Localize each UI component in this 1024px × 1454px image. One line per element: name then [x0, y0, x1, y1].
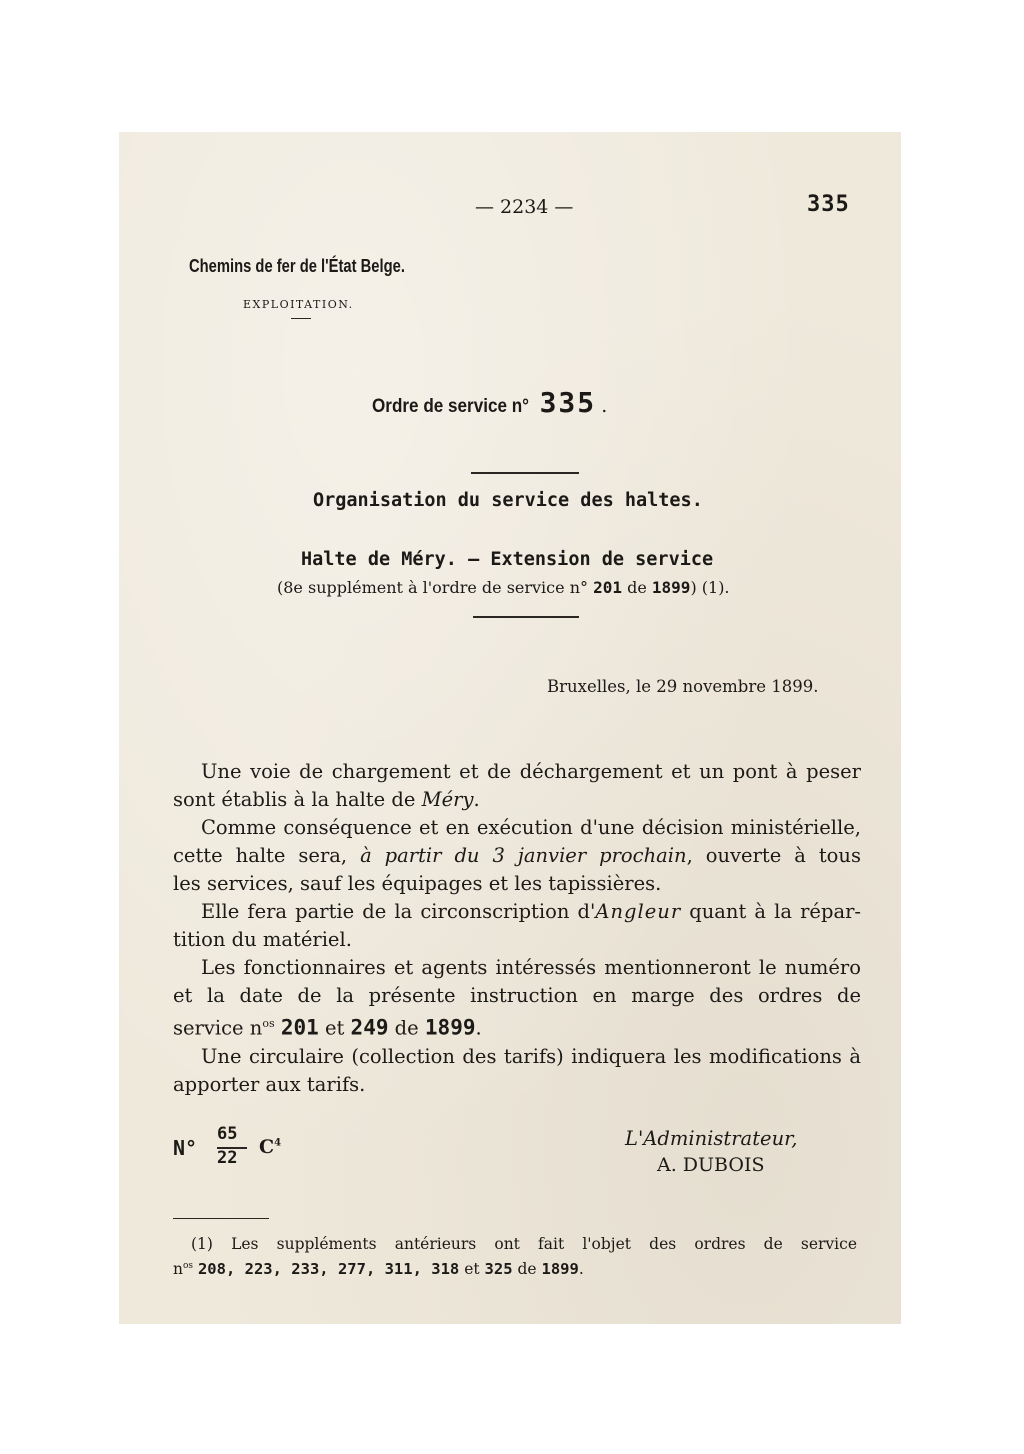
body-line: [173, 870, 861, 898]
department-underline: [291, 318, 311, 319]
footnote-end: .: [578, 1260, 584, 1279]
order-number-corner: 335: [807, 192, 850, 217]
reference-suffix: [259, 1136, 281, 1158]
p4-line3-text: service n: [173, 1016, 263, 1040]
order-ref-201: 201: [280, 1015, 319, 1040]
footnote: [173, 1233, 857, 1280]
p5-line1: Une circulaire (collection des tarifs) indiquera les modifications à: [201, 1044, 861, 1068]
department-label: EXPLOITATION.: [243, 298, 354, 311]
body-line: [173, 982, 861, 1010]
order-ref-year: 1899: [424, 1015, 476, 1040]
reference-suffix-letter: C: [259, 1136, 275, 1158]
order-trailing-dot: .: [601, 395, 608, 417]
footnote-line: [173, 1255, 857, 1280]
supplement-note: [277, 578, 730, 597]
opening-date: à partir du 3 janvier prochain: [360, 844, 687, 867]
reference-denominator: 22: [217, 1148, 238, 1168]
body-line: [173, 1010, 861, 1043]
body-line: [173, 954, 861, 982]
title-rule-top: [471, 472, 579, 474]
order-ref-249: 249: [350, 1015, 389, 1040]
p4-line2: et la date de la présente instruction en marge des ordres de: [173, 984, 861, 1007]
p4-line3-end: .: [475, 1016, 482, 1040]
subject-subtitle: [301, 549, 713, 570]
p3-line1-text: Elle fera partie de la circonscription d': [201, 900, 596, 923]
footnote-year: 1899: [541, 1260, 579, 1279]
footnote-rule: [173, 1218, 269, 1219]
document-page: [119, 132, 901, 1324]
supplement-de: de: [627, 578, 647, 597]
reference-suffix-sup: 4: [274, 1137, 282, 1149]
p4-superscript: os: [262, 1017, 275, 1030]
p4-line1: Les fonctionnaires et agents intéressés mentionneront le numéro: [201, 956, 861, 979]
signature-role: L'Administrateur,: [625, 1127, 798, 1150]
p1-line1: Une voie de chargement et de déchargement et un pont à peser: [201, 760, 861, 783]
subject-title: Organisation du service des haltes.: [313, 490, 703, 511]
footnote-order-numbers: 208, 223, 233, 277, 311, 318: [197, 1260, 460, 1279]
p3-line1-end: quant à la répar-: [681, 900, 861, 923]
page-number: — 2234 —: [475, 196, 574, 218]
footnote-n: n: [173, 1260, 183, 1279]
place-angleur: Angleur: [595, 900, 682, 923]
dateline: Bruxelles, le 29 novembre 1899.: [547, 677, 819, 696]
p5-line2: apporter aux tarifs.: [173, 1072, 366, 1096]
reference-prefix: N°: [173, 1136, 198, 1160]
footnote-order-last: 325: [484, 1260, 513, 1279]
p2-line2-end: , ouverte à tous: [686, 844, 861, 867]
title-rule-bottom: [473, 616, 579, 618]
footnote-line1: (1) Les suppléments antérieurs ont fait l'objet des ordres de service: [191, 1235, 857, 1253]
footnote-line: [173, 1233, 857, 1255]
supplement-year: 1899: [651, 578, 691, 597]
order-number: 335: [539, 386, 597, 419]
body-line: [173, 786, 861, 814]
supplement-post: ) (1).: [690, 578, 730, 597]
body-line: [173, 898, 861, 926]
body-line: [173, 926, 861, 954]
footnote-et: et: [459, 1260, 485, 1279]
signature-name: A. DUBOIS: [657, 1154, 765, 1176]
p3-line2: tition du matériel.: [173, 928, 352, 951]
order-heading: [372, 386, 607, 419]
issuer-name: Chemins de fer de l'État Belge.: [189, 256, 405, 276]
body-text: [173, 758, 861, 1099]
supplement-pre: (8e supplément à l'ordre de service n°: [277, 578, 588, 597]
subtitle-dash: —: [456, 549, 491, 570]
order-label: Ordre de service n°: [372, 396, 530, 417]
footnote-de: de: [512, 1260, 542, 1279]
supplement-order-number: 201: [593, 578, 622, 597]
p1-line2-end: .: [473, 788, 480, 811]
body-line: [173, 758, 861, 786]
p2-line2-text: cette halte sera,: [173, 844, 361, 867]
body-line: [173, 842, 861, 870]
halt-name: Halte de Méry.: [301, 549, 457, 570]
footnote-superscript: os: [182, 1261, 194, 1271]
p4-de: de: [388, 1016, 425, 1040]
subtitle-extension: Extension de service: [490, 549, 714, 570]
place-mery: Méry: [421, 788, 474, 811]
p1-line2-text: sont établis à la halte de: [173, 788, 422, 811]
body-line: [173, 814, 861, 842]
p2-line3: les services, sauf les équipages et les tapissières.: [173, 872, 662, 895]
p2-line1: Comme conséquence et en exécution d'une décision ministérielle,: [201, 816, 861, 839]
reference-numerator: 65: [217, 1124, 238, 1144]
body-line: [173, 1071, 861, 1099]
body-line: [173, 1043, 861, 1071]
p4-et: et: [318, 1016, 351, 1040]
